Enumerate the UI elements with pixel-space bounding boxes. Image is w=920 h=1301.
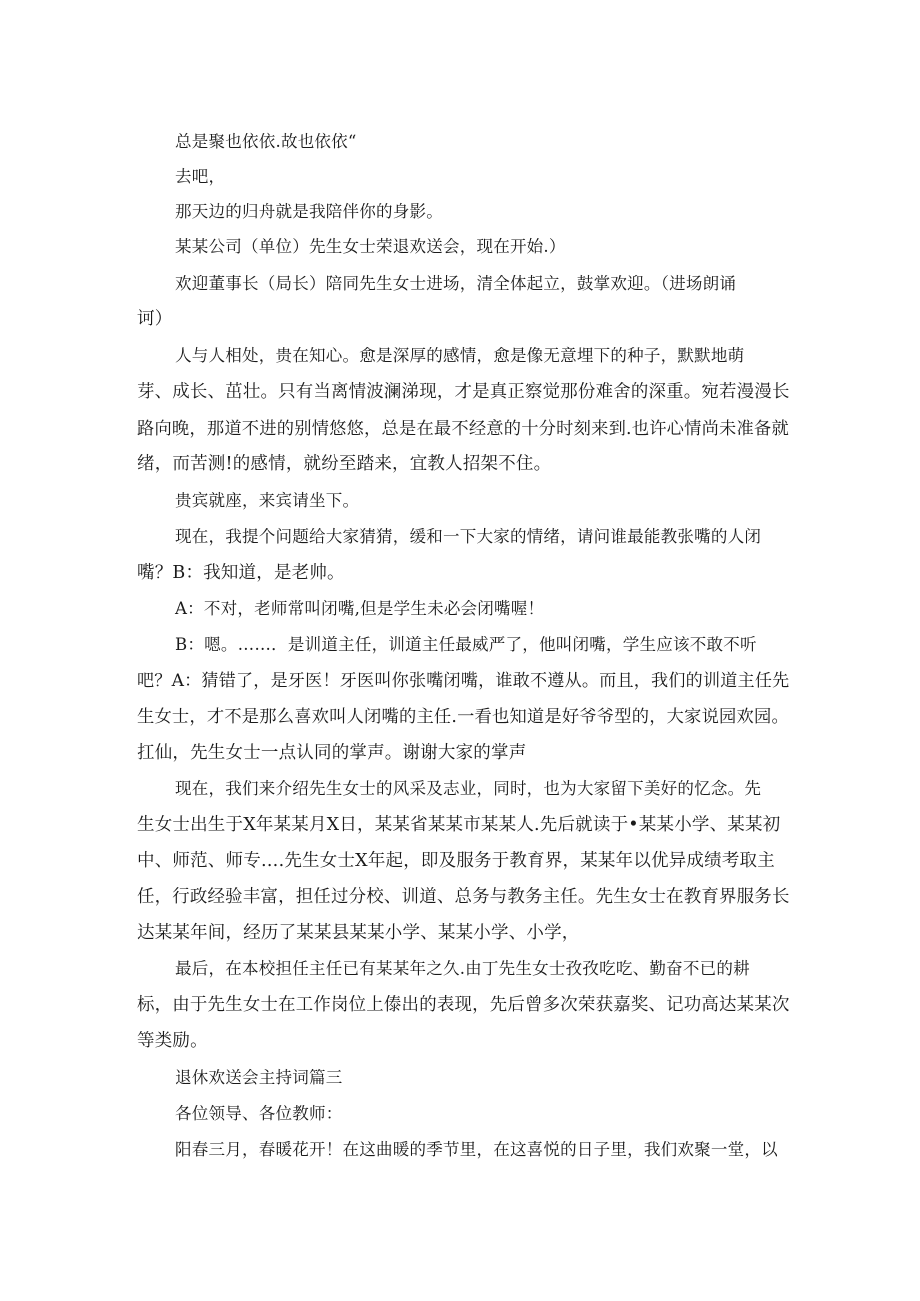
text-line: 中、师范、师专….先生女士X年起，即及服务于教育界，某某年以优异成绩考取主 [137,851,775,871]
text-line: 路向晚，那道不进的别情悠悠，总是在最不经意的十分时刻来到.也许心情尚未准备就 [137,419,789,439]
text-line: 阳春三月，春暖花开！在这曲暖的季节里，在这喜悦的日子里，我们欢聚一堂，以 [175,1140,778,1159]
text-line: 现在，我提个问题给大家猜猜，缓和一下大家的情绪，请问谁最能教张嘴的人闭 [175,527,762,546]
text-line: 等类励。 [137,1031,208,1051]
text-line: 贵宾就座，来宾请坐下。 [175,491,360,510]
text-line: 现在，我们来介绍先生女士的风采及志业，同时，也为大家留下美好的忆念。先 [175,779,762,798]
text-line: 某某公司（单位）先生女士荣退欢送会，现在开始.） [175,237,566,256]
text-line: 扛仙，先生女士一点认同的掌声。谢谢大家的掌声 [137,743,527,763]
text-line: 总是聚也依依.故也依依“ [175,132,357,151]
text-line: 最后，在本校担任主任已有某某年之久.由丁先生女士孜孜吃吃、勤奋不已的耕 [175,959,750,978]
text-line: 吧？A：猜错了，是牙医！牙医叫你张嘴闭嘴，谁敢不遵从。而且，我们的训道主任先 [137,671,790,691]
text-line: 人与人相处，贵在知心。愈是深厚的感情，愈是像无意埋下的种子，默默地萌 [175,346,745,365]
text-line: 诃） [137,309,173,329]
text-line: B：嗯。……．是训道主任，训道主任最威严了，他叫闭嘴，学生应该不敢不听 [175,635,757,654]
text-line: 芽、成长、茁壮。只有当离情波澜涕现，才是真正察觉那份难舍的深重。宛若漫漫长 [137,382,790,402]
section-heading: 退休欢送会主持词篇三 [175,1068,343,1087]
text-line: 去吧， [175,167,226,186]
text-line: A：不对，老师常叫闭嘴,但是学生未必会闭嘴喔！ [175,599,545,618]
text-line: 绪，而苦测!的感情，就纷至踏来，宜教人招架不住。 [137,454,552,474]
text-line: 各位领导、各位教师： [175,1104,343,1123]
text-line: 生女士，才不是那么喜欢叫人闭嘴的主任.一看也知道是好爷爷型的，大家说园欢园。 [137,707,789,727]
text-line: 达某某年间，经历了某某县某某小学、某某小学、小学， [137,923,580,943]
text-line: 标，由于先生女士在工作岗位上傣出的表现，先后曾多次荣获嘉奖、记功高达某某次 [137,995,790,1015]
text-line: 生女士出生于X年某某月X日，某某省某某市某某人.先后就读于•某某小学、某某初 [137,815,781,835]
text-line: 任，行政经验丰富，担任过分校、训道、总务与教务主任。先生女士在教育界服务长 [137,887,790,907]
text-line: 那天边的归舟就是我陪伴你的身影。 [175,202,443,221]
text-line: 欢迎董事长（局长）陪同先生女士进场，清全体起立，鼓掌欢迎。（进场朗诵 [175,274,737,293]
text-line: 嘴？B：我知道，是老帅。 [137,563,345,583]
